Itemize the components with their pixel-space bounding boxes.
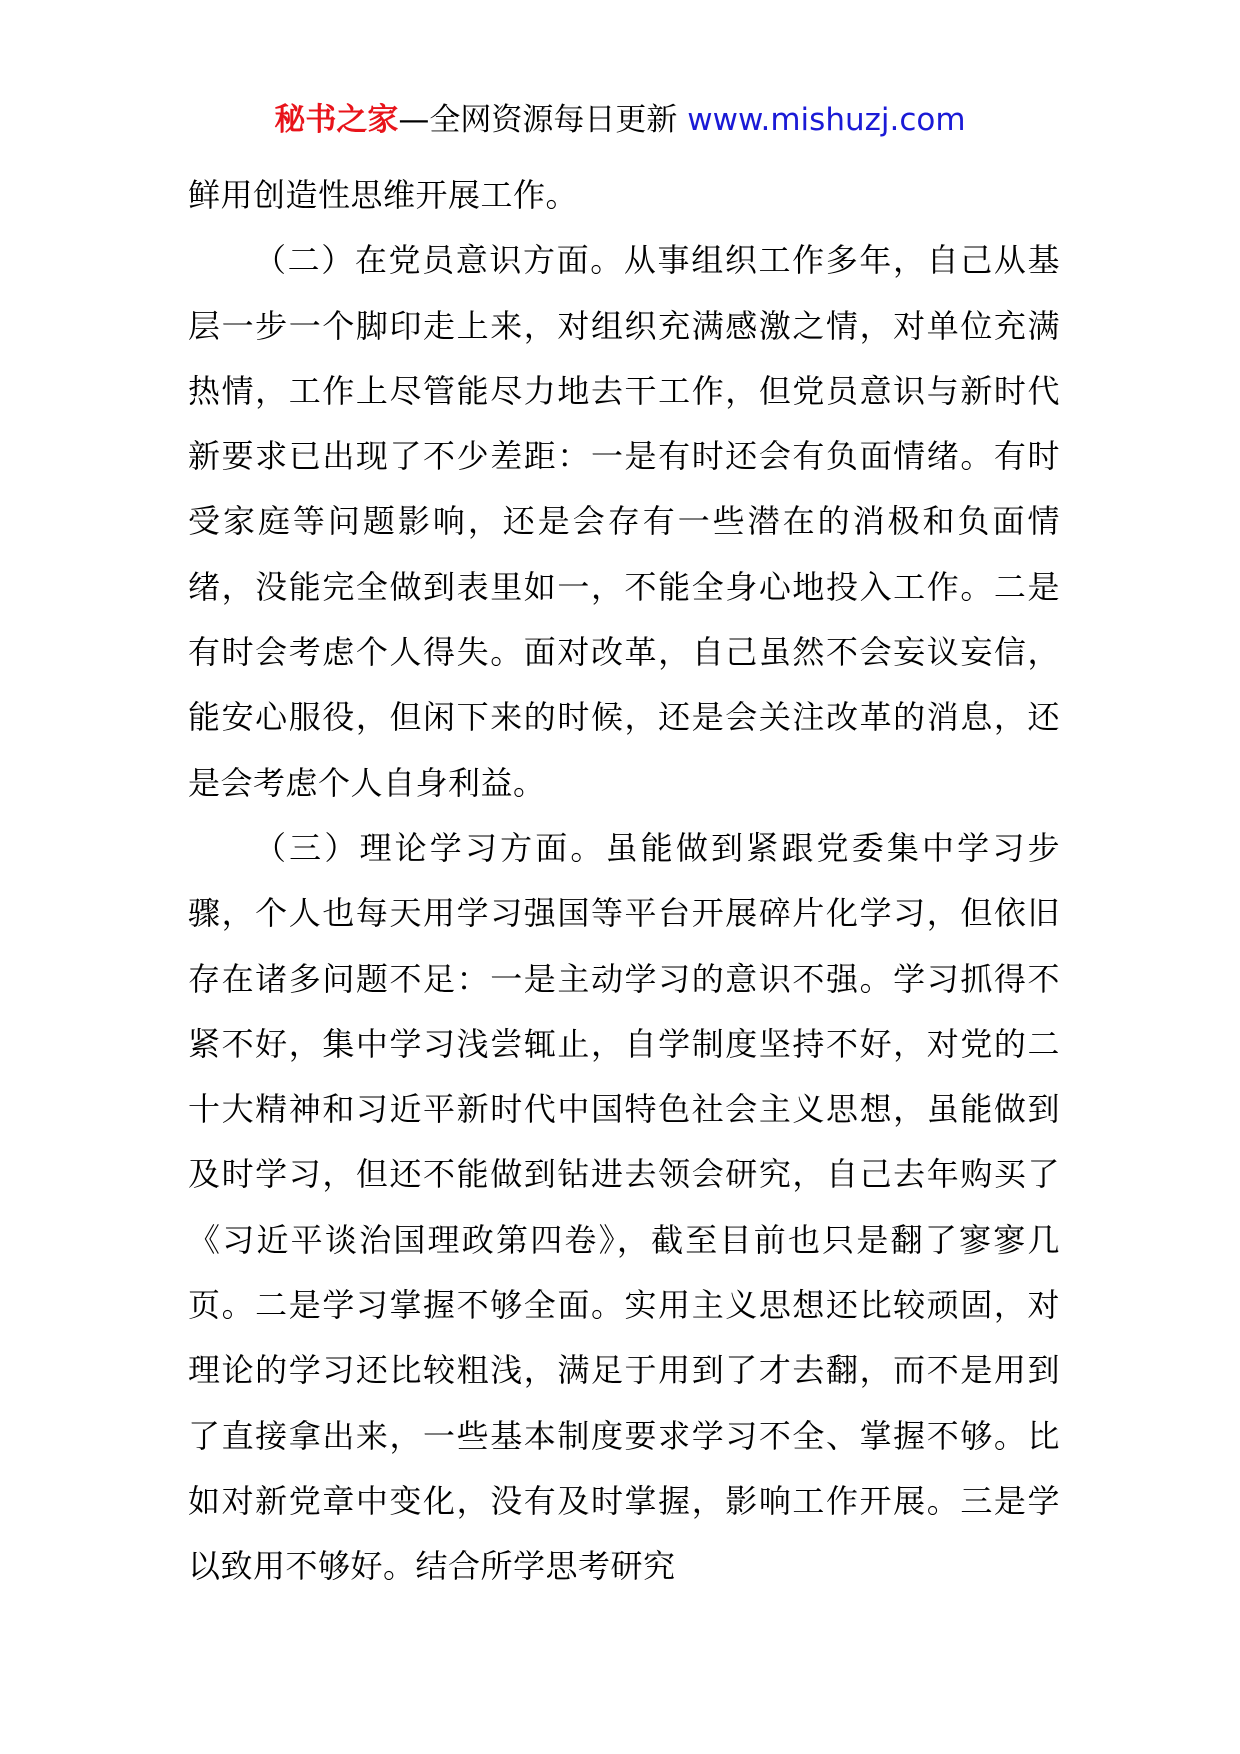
document-body: [188, 163, 1060, 1600]
site-url-link[interactable]: www.mishuzj.com: [687, 102, 966, 138]
paragraph-theory-study: （三）理论学习方面。虽能做到紧跟党委集中学习步骤，个人也每天用学习强国等平台开展碎片化学习，但依旧存在诸多问题不足：一是主动学习的意识不强。学习抓得不紧不好，集中学习浅尝辄止，自学制度坚持不好，对党的二十大精神和习近平新时代中国特色社会主义思想，虽能做到及时学习，但还不能做到钻进去领会研究，自己去年购买了《习近平谈治国理政第四卷》，截至目前也只是翻了寥寥几页。二是学习掌握不够全面。实用主义思想还比较顽固，对理论的学习还比较粗浅，满足于用到了才去翻，而不是用到了直接拿出来，一些基本制度要求学习不全、掌握不够。比如对新党章中变化，没有及时掌握，影响工作开展。三是学以致用不够好。结合所学思考研究: [188, 828, 1060, 1586]
paragraph-continuation: 鲜用创造性思维开展工作。: [188, 176, 579, 214]
site-tagline: —全网资源每日更新: [398, 102, 688, 138]
site-header: [0, 98, 1240, 142]
paragraph-party-awareness: （二）在党员意识方面。从事组织工作多年，自己从基层一步一个脚印走上来，对组织充满感激之情，对单位充满热情，工作上尽管能尽力地去干工作，但党员意识与新时代新要求已出现了不少差距：一是有时还会有负面情绪。有时受家庭等问题影响，还是会存有一些潜在的消极和负面情绪，没能完全做到表里如一，不能全身心地投入工作。二是有时会考虑个人得失。面对改革，自己虽然不会妄议妄信，能安心服役，但闲下来的时候，还是会关注改革的消息，还是会考虑个人自身利益。: [188, 241, 1060, 802]
site-brand: 秘书之家: [274, 102, 399, 138]
